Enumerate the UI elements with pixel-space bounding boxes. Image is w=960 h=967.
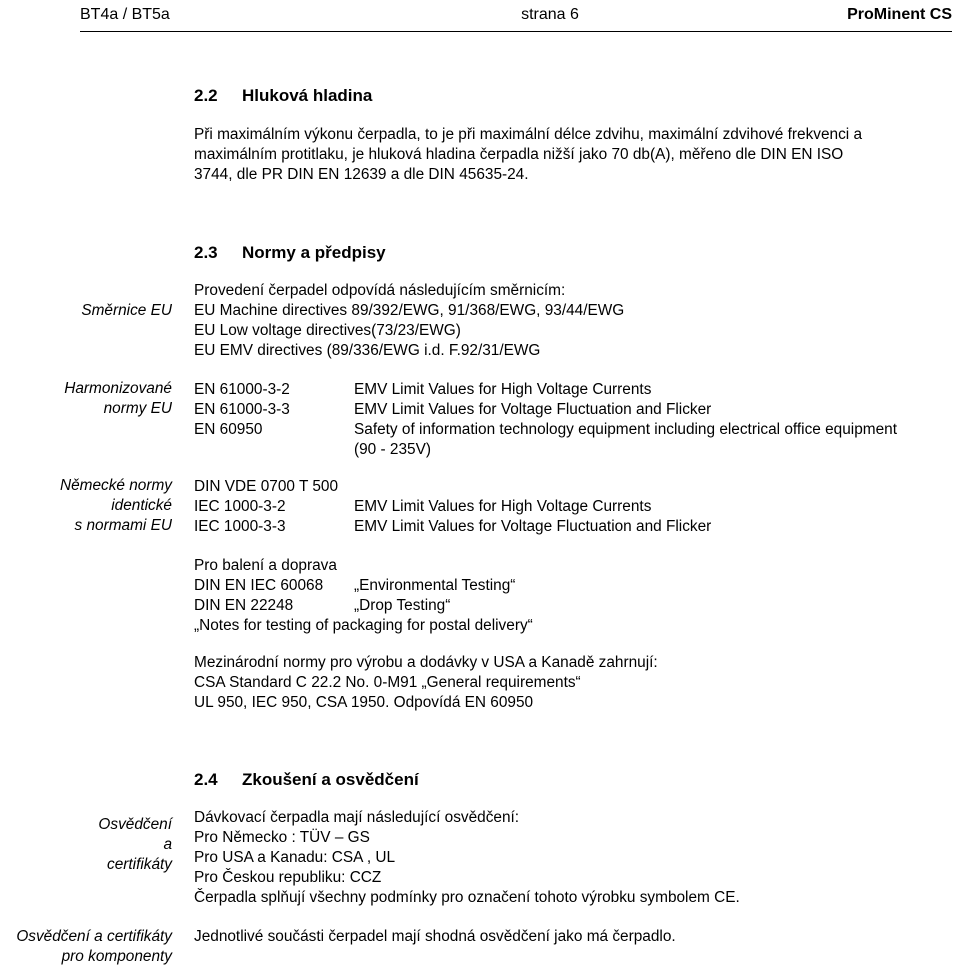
norm-code: EN 60950	[194, 421, 263, 438]
section-number: 2.3	[194, 243, 218, 262]
sidebar-label-german-norms: Německé normy identické s normami EU	[59, 477, 172, 534]
header-divider	[80, 31, 952, 32]
norm-description: EMV Limit Values for High Voltage Currents	[354, 381, 652, 398]
packaging-title: Pro balení a doprava	[194, 557, 337, 574]
section-2-2-body	[194, 125, 862, 185]
header-document-code: BT4a / BT5a	[80, 6, 170, 23]
body-line: Pro USA a Kanadu: CSA , UL	[194, 849, 396, 866]
section-2-4-heading	[194, 770, 419, 790]
section-title: Hluková hladina	[242, 86, 373, 105]
header-page-number: strana 6	[521, 6, 579, 23]
body-line: 3744, dle PR DIN EN 12639 a dle DIN 45635-24.	[194, 166, 529, 183]
sidebar-label-harmonized-norms: Harmonizované normy EU	[64, 380, 172, 417]
norm-row	[194, 596, 954, 616]
packaging-note: „Notes for testing of packaging for postal delivery“	[194, 617, 533, 634]
norm-description: Safety of information technology equipment including electrical office equipment	[354, 421, 897, 438]
body-line: Mezinárodní normy pro výrobu a dodávky v USA a Kanadě zahrnují:	[194, 654, 658, 671]
section-title: Normy a předpisy	[242, 243, 386, 262]
norm-code: IEC 1000-3-2	[194, 498, 286, 515]
body-line: Pro Německo : TÜV – GS	[194, 829, 370, 846]
norm-row	[194, 477, 954, 497]
body-line: EU EMV directives (89/336/EWG i.d. F.92/31/EWG	[194, 342, 541, 359]
sidebar-label-certificates: Osvědčení a certifikáty	[98, 816, 172, 873]
norm-row	[194, 576, 954, 596]
norm-description: EMV Limit Values for Voltage Fluctuation and Flicker	[354, 401, 712, 418]
norm-code: EN 61000-3-3	[194, 401, 290, 418]
page-header	[80, 6, 952, 28]
international-norms-block	[194, 653, 658, 713]
norm-description: „Drop Testing“	[354, 597, 451, 614]
component-certificates-block	[194, 927, 676, 947]
packaging-block	[194, 556, 954, 636]
section-number: 2.4	[194, 770, 218, 789]
body-line: Při maximálním výkonu čerpadla, to je při maximální délce zdvihu, maximální zdvihové frekvenci a	[194, 126, 863, 143]
body-line: CSA Standard C 22.2 No. 0-M91 „General requirements“	[194, 674, 581, 691]
body-line: maximálním protitlaku, je hluková hladina čerpadla nižší jako 70 db(A), měřeno dle DIN EN ISO	[194, 146, 844, 163]
norm-code: DIN EN IEC 60068	[194, 577, 324, 594]
norm-row	[194, 440, 954, 460]
sidebar-label-component-certificates: Osvědčení a certifikáty pro komponenty	[16, 928, 172, 965]
harmonized-norms-block	[194, 380, 954, 460]
body-line: Čerpadla splňují všechny podmínky pro označení tohoto výrobku symbolem CE.	[194, 889, 740, 906]
norm-description: EMV Limit Values for High Voltage Currents	[354, 498, 652, 515]
norm-code: DIN VDE 0700 T 500	[194, 478, 339, 495]
norm-row	[194, 517, 954, 537]
norm-row	[194, 380, 954, 400]
norm-description: EMV Limit Values for Voltage Fluctuation and Flicker	[354, 518, 712, 535]
norm-row	[194, 400, 954, 420]
body-line: EU Machine directives 89/392/EWG, 91/368/EWG, 93/44/EWG	[194, 302, 625, 319]
body-line: Pro Českou republiku: CCZ	[194, 869, 382, 886]
section-number: 2.2	[194, 86, 218, 105]
norm-description: „Environmental Testing“	[354, 577, 516, 594]
section-2-2-heading	[194, 86, 372, 106]
norm-description-continued: (90 - 235V)	[354, 441, 431, 458]
body-line: Provedení čerpadel odpovídá následujícím směrnicím:	[194, 282, 566, 299]
section-title: Zkoušení a osvědčení	[242, 770, 419, 789]
sidebar-label-eu-directives: Směrnice EU	[81, 302, 172, 319]
norm-row	[194, 497, 954, 517]
body-line: UL 950, IEC 950, CSA 1950. Odpovídá EN 60950	[194, 694, 534, 711]
section-2-3-heading	[194, 243, 386, 263]
body-line: Jednotlivé součásti čerpadel mají shodná osvědčení jako má čerpadlo.	[194, 928, 676, 945]
german-norms-block	[194, 477, 954, 537]
header-brand: ProMinent CS	[847, 6, 952, 23]
eu-directives-block	[194, 281, 624, 361]
body-line: Dávkovací čerpadla mají následující osvědčení:	[194, 809, 520, 826]
norm-code: DIN EN 22248	[194, 597, 294, 614]
body-line: EU Low voltage directives(73/23/EWG)	[194, 322, 461, 339]
certificates-block	[194, 808, 740, 908]
norm-code: IEC 1000-3-3	[194, 518, 286, 535]
norm-code: EN 61000-3-2	[194, 381, 290, 398]
norm-row	[194, 420, 954, 440]
